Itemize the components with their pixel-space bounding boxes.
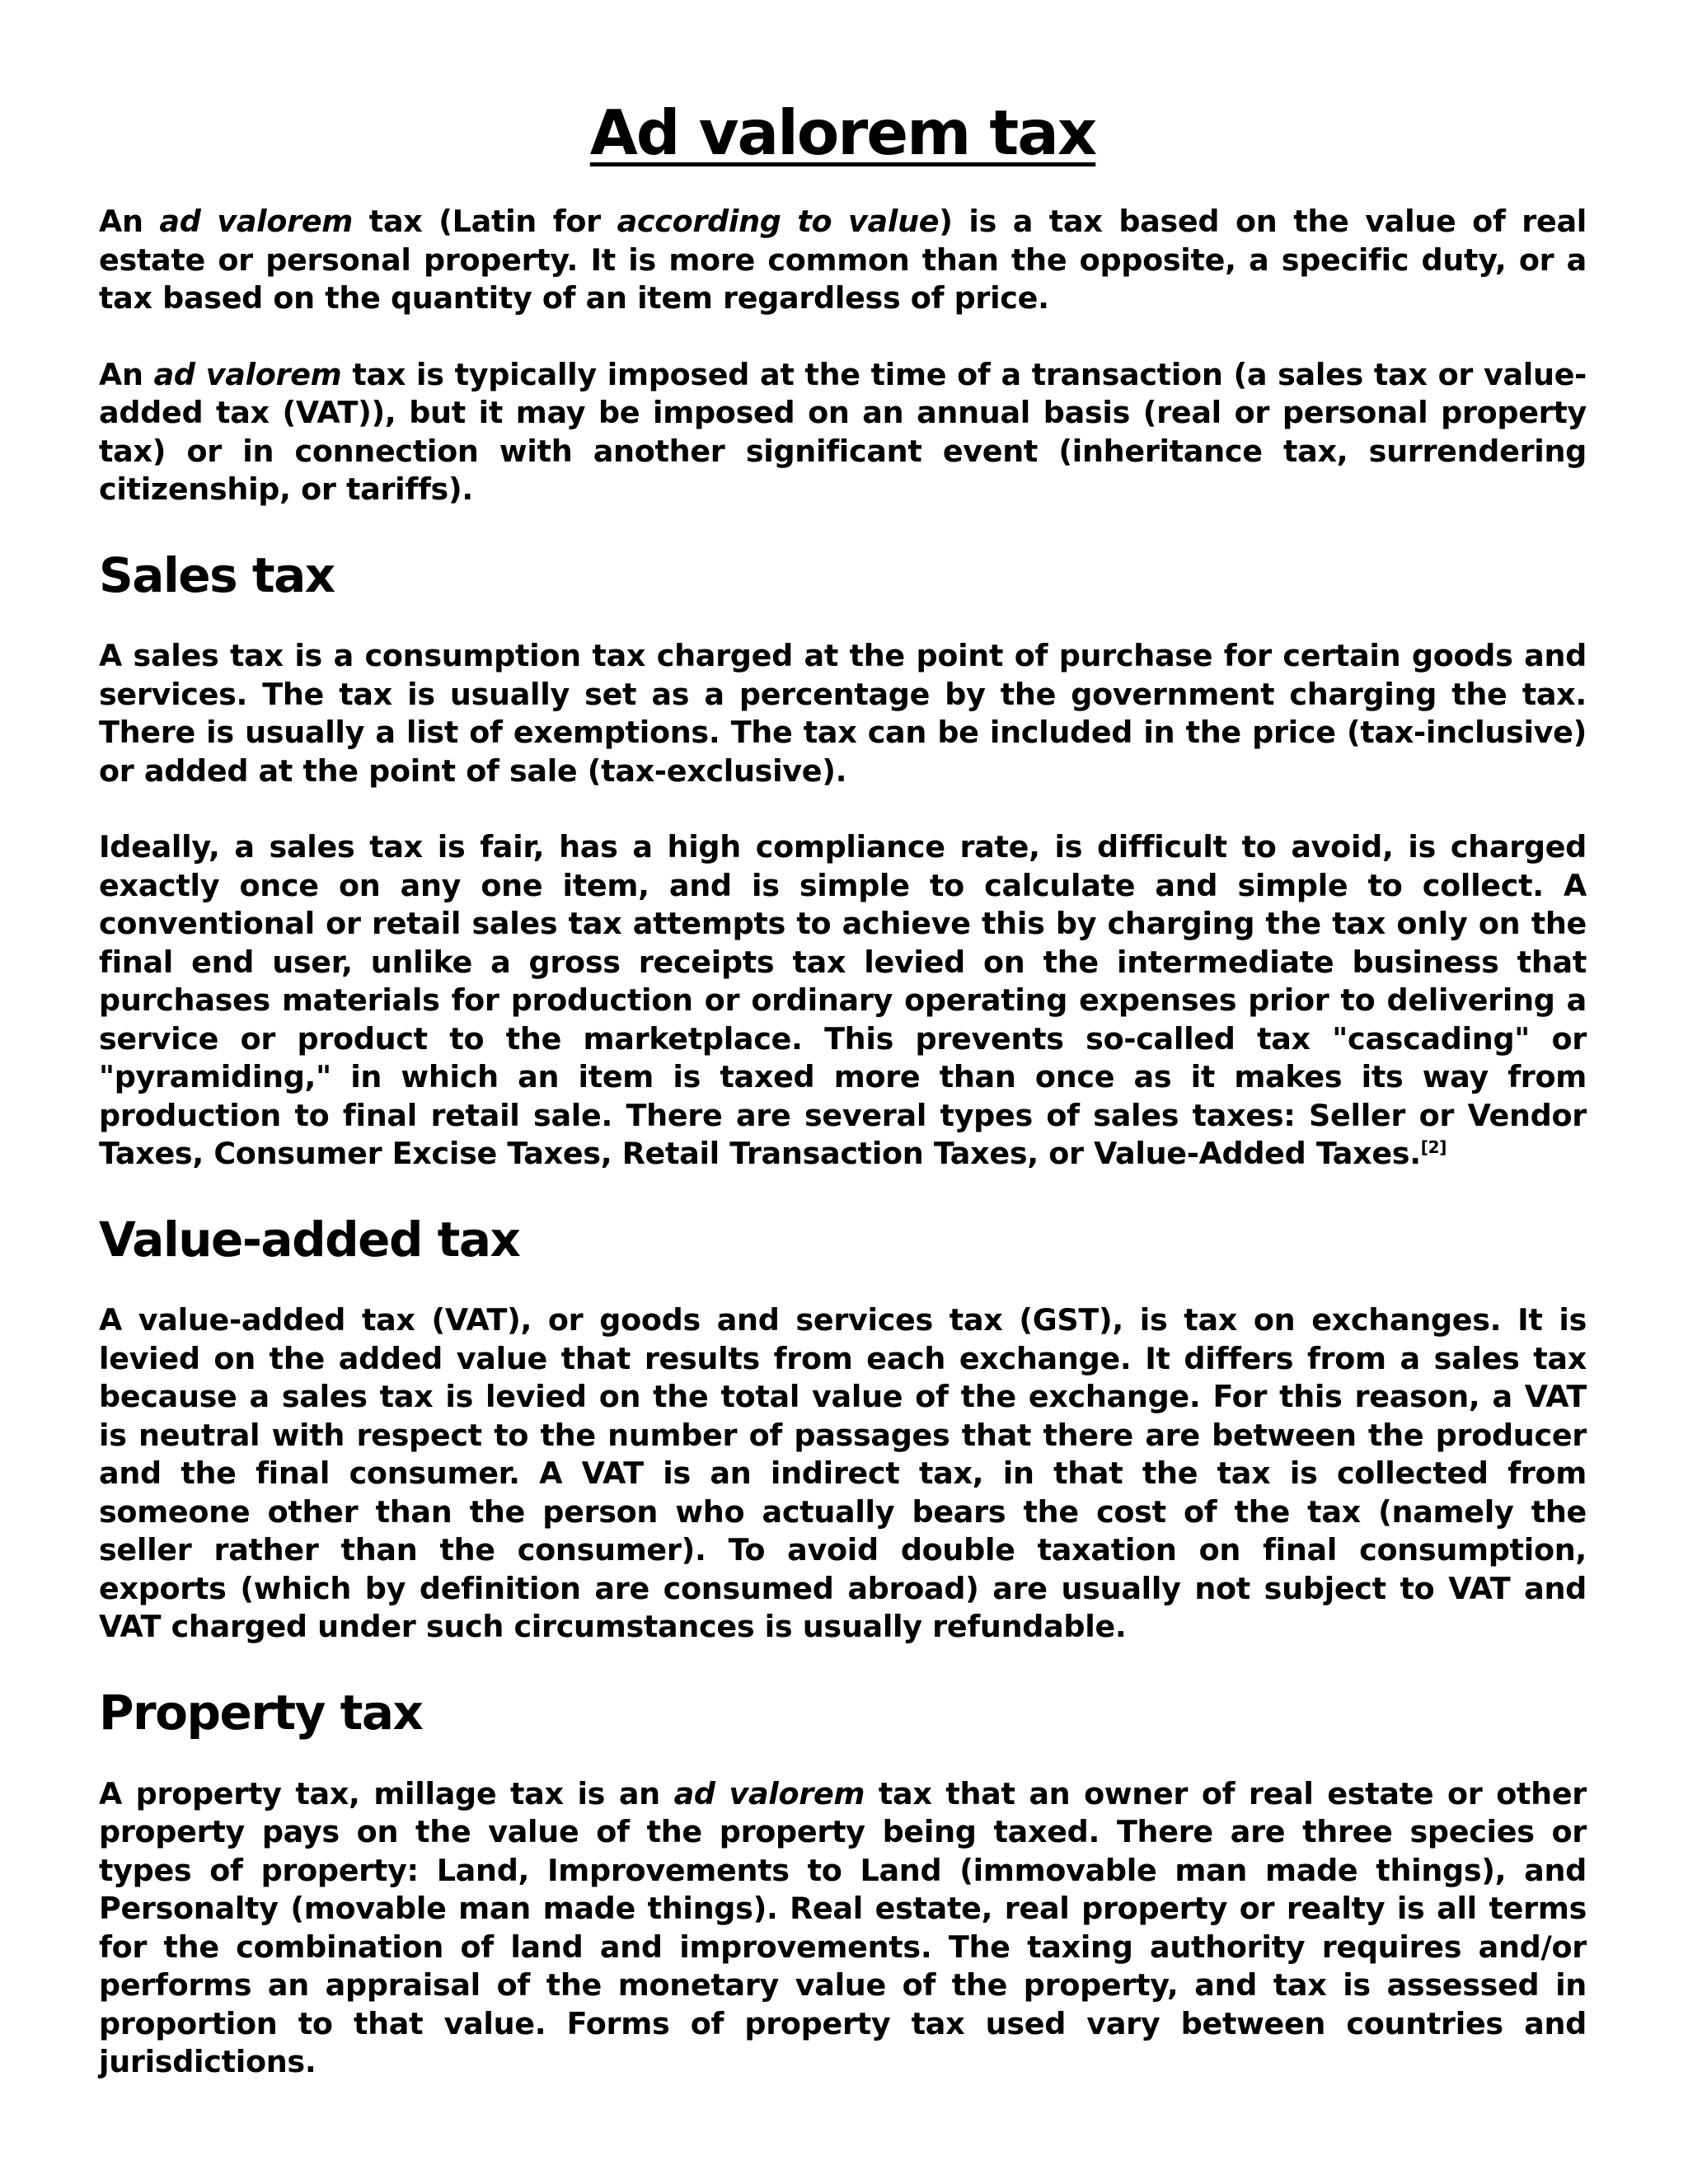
page-title: Ad valorem tax (589, 96, 1096, 169)
text-run: A property tax, millage tax is an (99, 1775, 674, 1811)
italic-term: ad valorem (153, 356, 342, 392)
italic-term: ad valorem (673, 1775, 865, 1811)
section-heading-sales-tax: Sales tax (99, 546, 335, 603)
intro-paragraph-2 (99, 356, 1587, 509)
italic-term: according to value (617, 204, 940, 240)
property-tax-paragraph-1 (99, 1775, 1587, 2082)
document-page (99, 97, 1587, 2120)
section-heading-property-tax: Property tax (99, 1684, 423, 1741)
text-run: An (99, 356, 154, 392)
text-run: ) is a tax based on the value of real estate or personal property. It is more common than the opposite, a (99, 204, 1587, 278)
text-run: tax that an owner of real estate or other property pays on the value of the property being taxed. There are three species or types of property: Land, Improvements to Land (immovable man made things), and Personalty (movable man made things). Real estate, real property or realty is all terms for the combination of land and improvements. The taxing authority requires and/or performs an appraisal of the monetary value of the property, and tax is assessed in proportion to that value. Forms of property tax used vary between countries and jurisdictions. (99, 1775, 1587, 2080)
italic-term: ad valorem (159, 204, 354, 240)
text-run: An (99, 204, 160, 240)
text-run: Ideally, a sales tax is fair, has a high compliance rate, is difficult to avoid, is charged exactly once on any one item, and is simple to calculate and simple to collect. A conventional or retail sales tax attempts to achieve this by charging the tax only on the final end user, unlike a gross receipts tax levied on the intermediate business that purchases materials for production or ordinary operating expenses prior to delivering a service or product to the marketplace. This prevents so-called tax "cascading" or "pyramiding," in which an item is taxed more than once as it makes its way from production to final retail sale. There are several types of sales taxes: Seller or Vendor Taxes, Consumer Excise Taxes, Retail Transaction Taxes, or Value-Added Taxes. (99, 829, 1587, 1172)
intro-paragraph-1 (99, 203, 1587, 318)
sales-tax-paragraph-1: A sales tax is a consumption tax charged at the point of purchase for certain goods and services. The tax is usually set as a percentage by the government charging the tax. There is usually a list of exemptions. The tax can be included in the price (tax-inclusive) or added at the point of sale (tax-exclusive). (99, 638, 1587, 789)
bold-term: tax (353, 204, 423, 240)
vat-paragraph-1: A value-added tax (VAT), or goods and services tax (GST), is tax on exchanges. It is levied on the added value that results from each exchange. It differs from a sales tax because a sales tax is levied on the total value of the exchange. For this reason, a VAT is neutral with respect to the number of passages that there are between the producer and the final consumer. A VAT is an indirect tax, in that the tax is collected from someone other than the person who actually bears the cost of the tax (namely the seller rather than the consumer). To avoid double taxation on final consumption, exports (which by definition are consumed abroad) are usually not subject to VAT and VAT charged under such circumstances is usually refundable. (99, 1302, 1587, 1645)
sales-tax-paragraph-2 (99, 828, 1587, 1174)
bold-term: specific duty (1281, 241, 1495, 278)
citation-reference[interactable]: [2] (1420, 1137, 1447, 1158)
text-run: tax is typically imposed at the time of a transaction (a sales tax or value-added tax (VAT)), but it may be imposed on an annual basis (real or personal property tax) or in connection with another significant event (inheritance tax, surrendering citizenship, or tariffs). (99, 356, 1587, 508)
text-run: (Latin for (422, 204, 617, 240)
section-heading-value-added-tax: Value-added tax (99, 1211, 520, 1268)
text-run: , or a tax based on the quantity of an item regardless of price. (99, 241, 1587, 316)
